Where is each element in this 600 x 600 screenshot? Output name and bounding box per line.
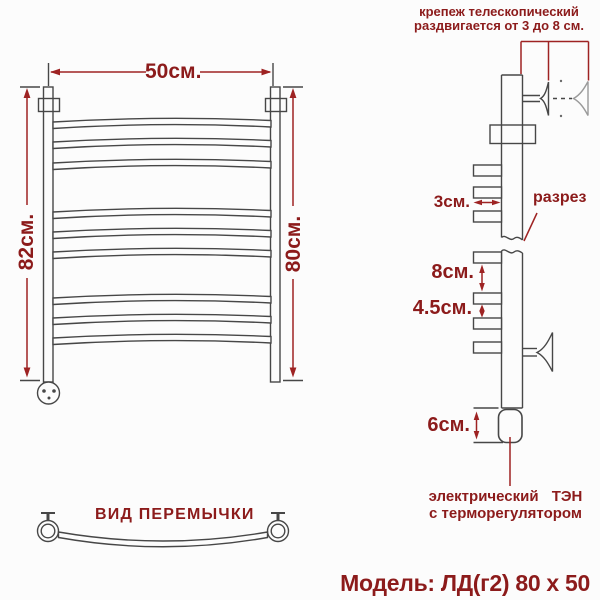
front-view-dimensions (24, 69, 297, 378)
heater-note-line2: с терморегулятором (429, 504, 582, 522)
height-right-dimension-label: 80см. (281, 215, 305, 273)
width-dimension-label: 50см. (145, 60, 202, 83)
height-left-dimension-label: 82см. (14, 213, 38, 271)
heater-note-line1: электрический ТЭН (428, 488, 583, 505)
rung-gap-small-dimension-label: 4.5см. (412, 297, 472, 319)
telescopic-mount-note (398, 5, 600, 32)
section-label: разрез (533, 189, 587, 206)
side-view-annotations (474, 42, 589, 487)
crossbar-view-title: ВИД ПЕРЕМЫЧКИ (95, 506, 255, 523)
front-view (20, 60, 303, 404)
wall-bracket-icon (523, 333, 553, 372)
rung-stubs (474, 165, 502, 353)
crossbar-arc (59, 532, 268, 547)
telescopic-bracket-icon (523, 80, 589, 117)
clamp-ring-right (268, 513, 289, 542)
telescopic-mount-note-line1: крепеж телескопический (419, 4, 579, 19)
model-label: Модель: ЛД(г2) 80 х 50 (340, 570, 590, 596)
rung-depth-dimension-label: 3см. (433, 192, 470, 211)
electric-plug-icon (38, 382, 60, 404)
side-view (474, 75, 589, 443)
heater-height-dimension-label: 6см. (427, 414, 470, 436)
heater-note (403, 489, 600, 522)
rung-gap-large-dimension-label: 8см. (431, 261, 474, 283)
clamp-ring-left (38, 513, 59, 542)
rung-bars (53, 118, 271, 344)
telescopic-mount-note-line2: раздвигается от 3 до 8 см. (414, 17, 584, 33)
